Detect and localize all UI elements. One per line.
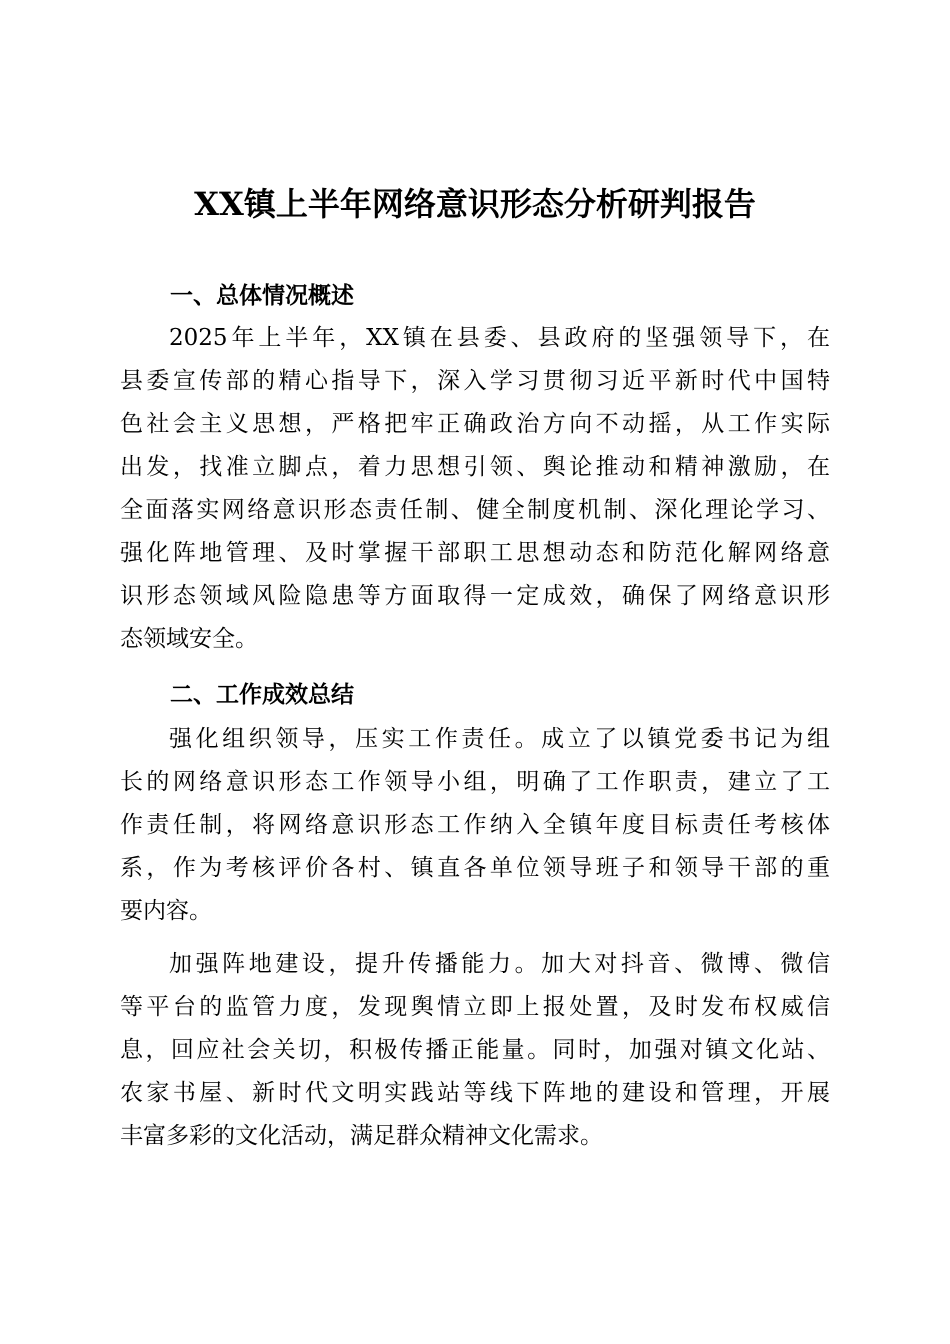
paragraph-line: 强化阵地管理、及时掌握干部职工思想动态和防范化解网络意 <box>120 540 830 566</box>
paragraph-overview <box>120 317 830 661</box>
paragraph-line: 县委宣传部的精心指导下，深入学习贯彻习近平新时代中国特 <box>120 368 830 394</box>
paragraph-line: 2025年上半年，XX镇在县委、县政府的坚强领导下，在 <box>169 325 830 351</box>
paragraph-line: 态领域安全。 <box>120 626 258 652</box>
paragraph-line: 系，作为考核评价各村、镇直各单位领导班子和领导干部的重 <box>120 855 830 881</box>
paragraph-line: 要内容。 <box>120 898 212 924</box>
paragraph-line: 加强阵地建设，提升传播能力。加大对抖音、微博、微信 <box>169 951 830 977</box>
paragraph-line: 识形态领域风险隐患等方面取得一定成效，确保了网络意识形 <box>120 583 830 609</box>
document-title: XX镇上半年网络意识形态分析研判报告 <box>194 185 756 223</box>
paragraph-line: 作责任制，将网络意识形态工作纳入全镇年度目标责任考核体 <box>120 812 830 838</box>
paragraph-line: 丰富多彩的文化活动，满足群众精神文化需求。 <box>120 1123 603 1149</box>
paragraph-line: 强化组织领导，压实工作责任。成立了以镇党委书记为组 <box>169 726 830 752</box>
section-heading-results: 二、工作成效总结 <box>170 682 354 708</box>
paragraph-line: 出发，找准立脚点，着力思想引领、舆论推动和精神激励，在 <box>120 454 830 480</box>
paragraph-line: 农家书屋、新时代文明实践站等线下阵地的建设和管理，开展 <box>120 1080 830 1106</box>
section-heading-overview: 一、总体情况概述 <box>170 283 354 309</box>
paragraph-line: 色社会主义思想，严格把牢正确政治方向不动摇，从工作实际 <box>120 411 830 437</box>
paragraph-line: 息，回应社会关切，积极传播正能量。同时，加强对镇文化站、 <box>120 1037 830 1063</box>
paragraph-organization <box>120 718 830 933</box>
paragraph-platform <box>120 943 830 1158</box>
paragraph-line: 长的网络意识形态工作领导小组，明确了工作职责，建立了工 <box>120 769 830 795</box>
paragraph-line: 等平台的监管力度，发现舆情立即上报处置，及时发布权威信 <box>120 994 830 1020</box>
paragraph-line: 全面落实网络意识形态责任制、健全制度机制、深化理论学习、 <box>120 497 830 523</box>
